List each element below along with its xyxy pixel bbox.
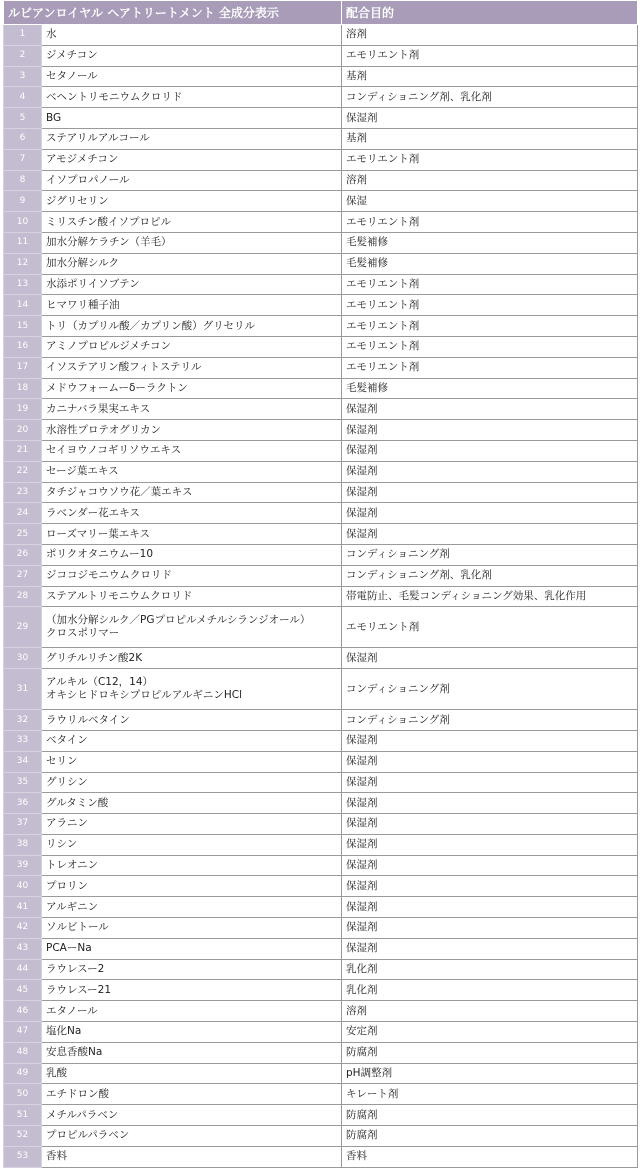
ingredient-name: セタノール [42, 66, 342, 87]
table-row [4, 503, 638, 524]
table-row [4, 66, 638, 87]
ingredient-name: グリチルリチン酸2K [42, 648, 342, 669]
ingredient-purpose: エモリエント剤 [342, 149, 638, 170]
table-row [4, 959, 638, 980]
ingredient-name: トレオニン [42, 855, 342, 876]
ingredient-purpose: 保湿剤 [342, 461, 638, 482]
row-number: 17 [4, 357, 42, 378]
ingredient-name: 安息香酸Na [42, 1042, 342, 1063]
ingredient-name [42, 669, 342, 710]
table-row [4, 730, 638, 751]
ingredient-purpose: 保湿剤 [342, 399, 638, 420]
ingredient-name: BG [42, 108, 342, 129]
table-row [4, 1042, 638, 1063]
ingredient-purpose: 安定剤 [342, 1022, 638, 1043]
row-number: 27 [4, 565, 42, 586]
table-row [4, 1063, 638, 1084]
table-row [4, 1146, 638, 1167]
purpose-column-header: 配合目的 [342, 1, 638, 25]
ingredient-name: カニナバラ果実エキス [42, 399, 342, 420]
row-number: 19 [4, 399, 42, 420]
ingredient-purpose: 毛髪補修 [342, 253, 638, 274]
ingredient-purpose: エモリエント剤 [342, 45, 638, 66]
ingredient-name-line: オキシヒドロキシプロピルアルギニンHCl [46, 689, 243, 702]
ingredient-name: ベタイン [42, 730, 342, 751]
table-row [4, 45, 638, 66]
row-number: 3 [4, 66, 42, 87]
ingredient-purpose: pH調整剤 [342, 1063, 638, 1084]
ingredient-purpose: エモリエント剤 [342, 212, 638, 233]
ingredient-name: ベヘントリモニウムクロリド [42, 87, 342, 108]
ingredient-name: アラニン [42, 814, 342, 835]
row-number: 49 [4, 1063, 42, 1084]
ingredient-name: アミノプロピルジメチコン [42, 336, 342, 357]
ingredient-purpose: エモリエント剤 [342, 336, 638, 357]
table-row [4, 524, 638, 545]
ingredient-name: 水 [42, 25, 342, 46]
ingredient-purpose: コンディショニング剤、乳化剤 [342, 87, 638, 108]
table-row [4, 938, 638, 959]
table-row [4, 25, 638, 46]
table-row [4, 918, 638, 939]
table-row [4, 316, 638, 337]
ingredient-purpose: 保湿剤 [342, 876, 638, 897]
ingredient-name: アルギニン [42, 897, 342, 918]
table-row [4, 648, 638, 669]
table-row [4, 399, 638, 420]
table-row [4, 378, 638, 399]
table-row [4, 253, 638, 274]
table-row [4, 980, 638, 1001]
ingredient-name-line: （加水分解シルク／PGプロピルメチルシランジオール） [46, 614, 311, 627]
table-row [4, 751, 638, 772]
ingredient-name-line: アルキル（C12，14） [46, 676, 154, 689]
ingredient-table [3, 0, 638, 1168]
ingredient-name: ジココジモニウムクロリド [42, 565, 342, 586]
row-number: 6 [4, 128, 42, 149]
table-row [4, 357, 638, 378]
table-row [4, 336, 638, 357]
ingredient-purpose: 防腐剤 [342, 1105, 638, 1126]
table-row [4, 565, 638, 586]
table-row [4, 544, 638, 565]
row-number: 41 [4, 897, 42, 918]
table-body [4, 25, 638, 1168]
ingredient-name: ラベンダー花エキス [42, 503, 342, 524]
row-number: 35 [4, 772, 42, 793]
row-number: 37 [4, 814, 42, 835]
ingredient-purpose: コンディショニング剤 [342, 544, 638, 565]
row-number: 48 [4, 1042, 42, 1063]
ingredient-purpose: 溶剤 [342, 1001, 638, 1022]
ingredient-purpose: コンディショニング剤、乳化剤 [342, 565, 638, 586]
row-number: 32 [4, 710, 42, 731]
ingredient-purpose: コンディショニング剤 [342, 669, 638, 710]
ingredient-purpose: 保湿剤 [342, 918, 638, 939]
ingredient-purpose: 防腐剤 [342, 1126, 638, 1147]
ingredient-name: アモジメチコン [42, 149, 342, 170]
table-row [4, 461, 638, 482]
table-row [4, 669, 638, 710]
ingredient-name: セイヨウノコギリソウエキス [42, 440, 342, 461]
table-row [4, 482, 638, 503]
ingredient-name: ポリクオタニウムー10 [42, 544, 342, 565]
ingredient-purpose: 保湿剤 [342, 772, 638, 793]
row-number: 4 [4, 87, 42, 108]
row-number: 5 [4, 108, 42, 129]
ingredient-name: ラウレスー21 [42, 980, 342, 1001]
ingredient-purpose: 保湿剤 [342, 648, 638, 669]
ingredient-name: ジメチコン [42, 45, 342, 66]
row-number: 15 [4, 316, 42, 337]
ingredient-name: ラウレスー2 [42, 959, 342, 980]
table-row [4, 420, 638, 441]
row-number: 28 [4, 586, 42, 607]
ingredient-name-line: クロスポリマー [46, 627, 120, 640]
table-row [4, 232, 638, 253]
row-number: 13 [4, 274, 42, 295]
table-row [4, 274, 638, 295]
ingredient-name: イソステアリン酸フィトステリル [42, 357, 342, 378]
table-row [4, 876, 638, 897]
ingredient-purpose: 保湿剤 [342, 524, 638, 545]
row-number: 34 [4, 751, 42, 772]
row-number: 25 [4, 524, 42, 545]
ingredient-name: セリン [42, 751, 342, 772]
row-number: 20 [4, 420, 42, 441]
ingredient-name: リシン [42, 834, 342, 855]
row-number: 29 [4, 607, 42, 648]
table-row [4, 1001, 638, 1022]
row-number: 52 [4, 1126, 42, 1147]
row-number: 21 [4, 440, 42, 461]
ingredient-name: イソプロパノール [42, 170, 342, 191]
table-row [4, 149, 638, 170]
ingredient-name: 乳酸 [42, 1063, 342, 1084]
ingredient-name: 加水分解ケラチン（羊毛） [42, 232, 342, 253]
ingredient-name: セージ葉エキス [42, 461, 342, 482]
ingredient-purpose: 保湿剤 [342, 855, 638, 876]
table-row [4, 772, 638, 793]
row-number: 51 [4, 1105, 42, 1126]
table-row [4, 87, 638, 108]
ingredient-purpose: キレート剤 [342, 1084, 638, 1105]
ingredient-column-header: ルビアンロイヤル ヘアトリートメント 全成分表示 [4, 1, 342, 25]
ingredient-purpose: 保湿剤 [342, 503, 638, 524]
table-row [4, 1105, 638, 1126]
ingredient-purpose: 保湿剤 [342, 751, 638, 772]
ingredient-name: ソルビトール [42, 918, 342, 939]
row-number: 44 [4, 959, 42, 980]
ingredient-name: ステアルトリモニウムクロリド [42, 586, 342, 607]
ingredient-purpose: 保湿 [342, 191, 638, 212]
ingredient-purpose: 基剤 [342, 128, 638, 149]
row-number: 1 [4, 25, 42, 46]
ingredient-purpose: 保湿剤 [342, 108, 638, 129]
ingredient-purpose: エモリエント剤 [342, 357, 638, 378]
ingredient-name: タチジャコウソウ花／葉エキス [42, 482, 342, 503]
ingredient-purpose: 基剤 [342, 66, 638, 87]
table-row [4, 212, 638, 233]
row-number: 16 [4, 336, 42, 357]
row-number: 18 [4, 378, 42, 399]
ingredient-purpose: エモリエント剤 [342, 274, 638, 295]
ingredient-purpose: 溶剤 [342, 170, 638, 191]
ingredient-purpose: 保湿剤 [342, 730, 638, 751]
row-number: 33 [4, 730, 42, 751]
row-number: 31 [4, 669, 42, 710]
row-number: 8 [4, 170, 42, 191]
table-row [4, 108, 638, 129]
ingredient-name: グリシン [42, 772, 342, 793]
row-number: 50 [4, 1084, 42, 1105]
row-number: 2 [4, 45, 42, 66]
row-number: 30 [4, 648, 42, 669]
row-number: 7 [4, 149, 42, 170]
ingredient-purpose: 乳化剤 [342, 959, 638, 980]
ingredient-purpose: 保湿剤 [342, 897, 638, 918]
row-number: 12 [4, 253, 42, 274]
ingredient-name [42, 607, 342, 648]
ingredient-name: 水添ポリイソブテン [42, 274, 342, 295]
row-number: 38 [4, 834, 42, 855]
table-row [4, 897, 638, 918]
ingredient-name: エタノール [42, 1001, 342, 1022]
row-number: 46 [4, 1001, 42, 1022]
row-number: 43 [4, 938, 42, 959]
row-number: 23 [4, 482, 42, 503]
row-number: 40 [4, 876, 42, 897]
table-row [4, 295, 638, 316]
row-number: 45 [4, 980, 42, 1001]
ingredient-purpose: 防腐剤 [342, 1042, 638, 1063]
ingredient-name: ジグリセリン [42, 191, 342, 212]
ingredient-purpose: 保湿剤 [342, 482, 638, 503]
table-row [4, 1022, 638, 1043]
ingredient-name: 香料 [42, 1146, 342, 1167]
row-number: 36 [4, 793, 42, 814]
ingredient-name: ラウリルベタイン [42, 710, 342, 731]
ingredient-purpose: 帯電防止、毛髪コンディショニング効果、乳化作用 [342, 586, 638, 607]
table-row [4, 170, 638, 191]
ingredient-purpose: 保湿剤 [342, 440, 638, 461]
ingredient-name: グルタミン酸 [42, 793, 342, 814]
ingredient-name: ヒマワリ種子油 [42, 295, 342, 316]
table-row [4, 1084, 638, 1105]
row-number: 53 [4, 1146, 42, 1167]
ingredient-name: 水溶性プロテオグリカン [42, 420, 342, 441]
ingredient-purpose: 乳化剤 [342, 980, 638, 1001]
ingredient-name: ミリスチン酸イソプロピル [42, 212, 342, 233]
row-number: 47 [4, 1022, 42, 1043]
ingredient-purpose: エモリエント剤 [342, 316, 638, 337]
ingredient-purpose: 保湿剤 [342, 834, 638, 855]
ingredient-name: トリ（カプリル酸／カプリン酸）グリセリル [42, 316, 342, 337]
table-header-row [4, 1, 638, 25]
table-row [4, 191, 638, 212]
ingredient-purpose: 保湿剤 [342, 793, 638, 814]
row-number: 24 [4, 503, 42, 524]
ingredient-purpose: コンディショニング剤 [342, 710, 638, 731]
ingredient-name: プロリン [42, 876, 342, 897]
row-number: 39 [4, 855, 42, 876]
row-number: 26 [4, 544, 42, 565]
table-row [4, 855, 638, 876]
ingredient-purpose: 保湿剤 [342, 814, 638, 835]
ingredient-name: 塩化Na [42, 1022, 342, 1043]
ingredient-purpose: 溶剤 [342, 25, 638, 46]
ingredient-name: ローズマリー葉エキス [42, 524, 342, 545]
table-row [4, 814, 638, 835]
table-row [4, 586, 638, 607]
table-row [4, 1126, 638, 1147]
ingredient-purpose: 毛髪補修 [342, 232, 638, 253]
row-number: 22 [4, 461, 42, 482]
row-number: 11 [4, 232, 42, 253]
row-number: 10 [4, 212, 42, 233]
ingredient-purpose: 毛髪補修 [342, 378, 638, 399]
ingredient-purpose: 香料 [342, 1146, 638, 1167]
ingredient-name: メドウフォームーδーラクトン [42, 378, 342, 399]
ingredient-purpose: 保湿剤 [342, 938, 638, 959]
ingredient-name: エチドロン酸 [42, 1084, 342, 1105]
ingredient-name: 加水分解シルク [42, 253, 342, 274]
ingredient-name: プロピルパラベン [42, 1126, 342, 1147]
row-number: 14 [4, 295, 42, 316]
ingredient-purpose: エモリエント剤 [342, 295, 638, 316]
table-row [4, 440, 638, 461]
table-row [4, 710, 638, 731]
ingredient-name: ステアリルアルコール [42, 128, 342, 149]
table-row [4, 607, 638, 648]
ingredient-purpose: 保湿剤 [342, 420, 638, 441]
ingredient-purpose: エモリエント剤 [342, 607, 638, 648]
ingredient-name: PCAーNa [42, 938, 342, 959]
row-number: 9 [4, 191, 42, 212]
table-row [4, 834, 638, 855]
table-row [4, 128, 638, 149]
row-number: 42 [4, 918, 42, 939]
ingredient-name: メチルパラベン [42, 1105, 342, 1126]
table-row [4, 793, 638, 814]
